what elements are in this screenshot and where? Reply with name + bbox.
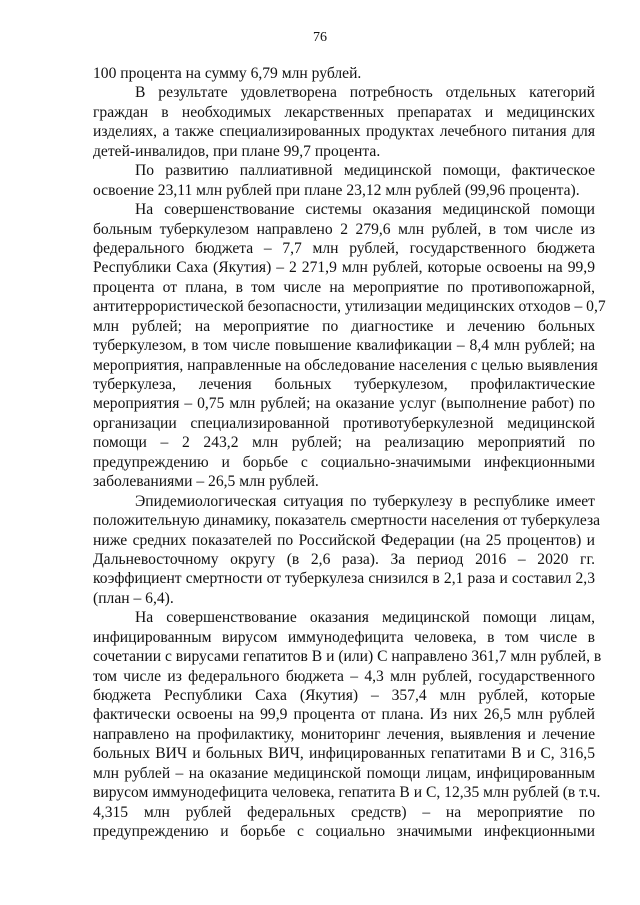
text-line: Эпидемиологическая ситуация по туберкулезу в республике имеет	[135, 492, 595, 510]
text-line: мероприятия, направленные на обследование населения с целью выявления	[93, 356, 598, 374]
text-line: направлено на профилактику, мониторинг лечения, выявления и лечение	[93, 725, 595, 743]
text-line: заболеваниями – 26,5 млн рублей.	[93, 473, 319, 491]
text-line: 4,315 млн рублей федеральных средств) – на мероприятие по	[93, 803, 595, 821]
text-line: 100 процента на сумму 6,79 млн рублей.	[93, 65, 362, 82]
text-line: детей-инвалидов, при плане 99,7 процента.	[93, 142, 381, 160]
text-line: (план – 6,4).	[93, 589, 174, 607]
text-line: помощи – 2 243,2 млн рублей; на реализацию мероприятий по	[93, 434, 595, 452]
text-line: граждан в необходимых лекарственных препаратах и медицинских	[93, 103, 595, 121]
page-number: 76	[313, 30, 327, 45]
text-line: бюджета Республики Саха (Якутия) – 357,4 млн рублей, которые	[93, 687, 595, 704]
text-line: положительную динамику, показатель смертности населения от туберкулеза	[93, 512, 601, 530]
text-line: изделиях, а также специализированных продуктах лечебного питания для	[93, 123, 595, 141]
text-line: По развитию паллиативной медицинской помощи, фактическое	[135, 162, 595, 180]
text-line: предупреждению и борьбе с социально значимыми инфекционными	[93, 823, 595, 841]
text-line: антитеррористической безопасности, утилизации медицинских отходов – 0,7	[93, 298, 606, 316]
text-line: На совершенствование оказания медицинской помощи лицам,	[135, 609, 595, 627]
body-text	[93, 64, 606, 842]
text-line: млн рублей; на мероприятие по диагностике и лечению больных	[93, 317, 595, 335]
text-line: больным туберкулезом направлено 2 279,6 млн рублей, в том числе из	[93, 220, 595, 238]
text-line: туберкулезом, в том числе повышение квалификации – 8,4 млн рублей; на	[93, 337, 595, 355]
text-line: ниже средних показателей по Российской Федерации (на 25 процентов) и	[93, 531, 595, 549]
text-line: коэффициент смертности от туберкулеза снизился в 2,1 раза и составил 2,3	[93, 570, 595, 588]
text-line: организации специализированной противотуберкулезной медицинской	[93, 414, 595, 432]
text-line: туберкулеза, лечения больных туберкулезом, профилактические	[93, 376, 595, 393]
text-line: процента от плана, в том числе на мероприятие по противопожарной,	[93, 278, 595, 296]
text-line: Дальневосточному округу (в 2,6 раза). За период 2016 – 2020 гг.	[93, 550, 595, 568]
text-line: вирусом иммунодефицита человека, гепатита В и С, 12,35 млн рублей (в т.ч.	[93, 784, 601, 802]
text-line: В результате удовлетворена потребность отдельных категорий	[135, 84, 595, 102]
text-line: Республики Саха (Якутия) – 2 271,9 млн рублей, которые освоены на 99,9	[93, 259, 595, 277]
text-line: сочетании с вирусами гепатитов В и (или) С направлено 361,7 млн рублей, в	[93, 648, 602, 666]
text-line: На совершенствование системы оказания медицинской помощи	[135, 201, 595, 219]
text-line: предупреждению и борьбе с социально-значимыми инфекционными	[93, 453, 595, 471]
text-line: освоение 23,11 млн рублей при плане 23,12 млн рублей (99,96 процента).	[93, 181, 580, 199]
text-line: инфицированным вирусом иммунодефицита человека, в том числе в	[93, 628, 595, 646]
text-line: млн рублей – на оказание медицинской помощи лицам, инфицированным	[93, 764, 595, 782]
text-line: том числе из федерального бюджета – 4,3 млн рублей, государственного	[93, 667, 595, 685]
text-line: федерального бюджета – 7,7 млн рублей, государственного бюджета	[93, 239, 595, 257]
text-line: фактически освоены на 99,9 процента от плана. Из них 26,5 млн рублей	[93, 706, 595, 724]
text-line: больных ВИЧ и больных ВИЧ, инфицированных гепатитами В и С, 316,5	[93, 745, 595, 763]
text-line: мероприятия – 0,75 млн рублей; на оказание услуг (выполнение работ) по	[93, 395, 595, 413]
